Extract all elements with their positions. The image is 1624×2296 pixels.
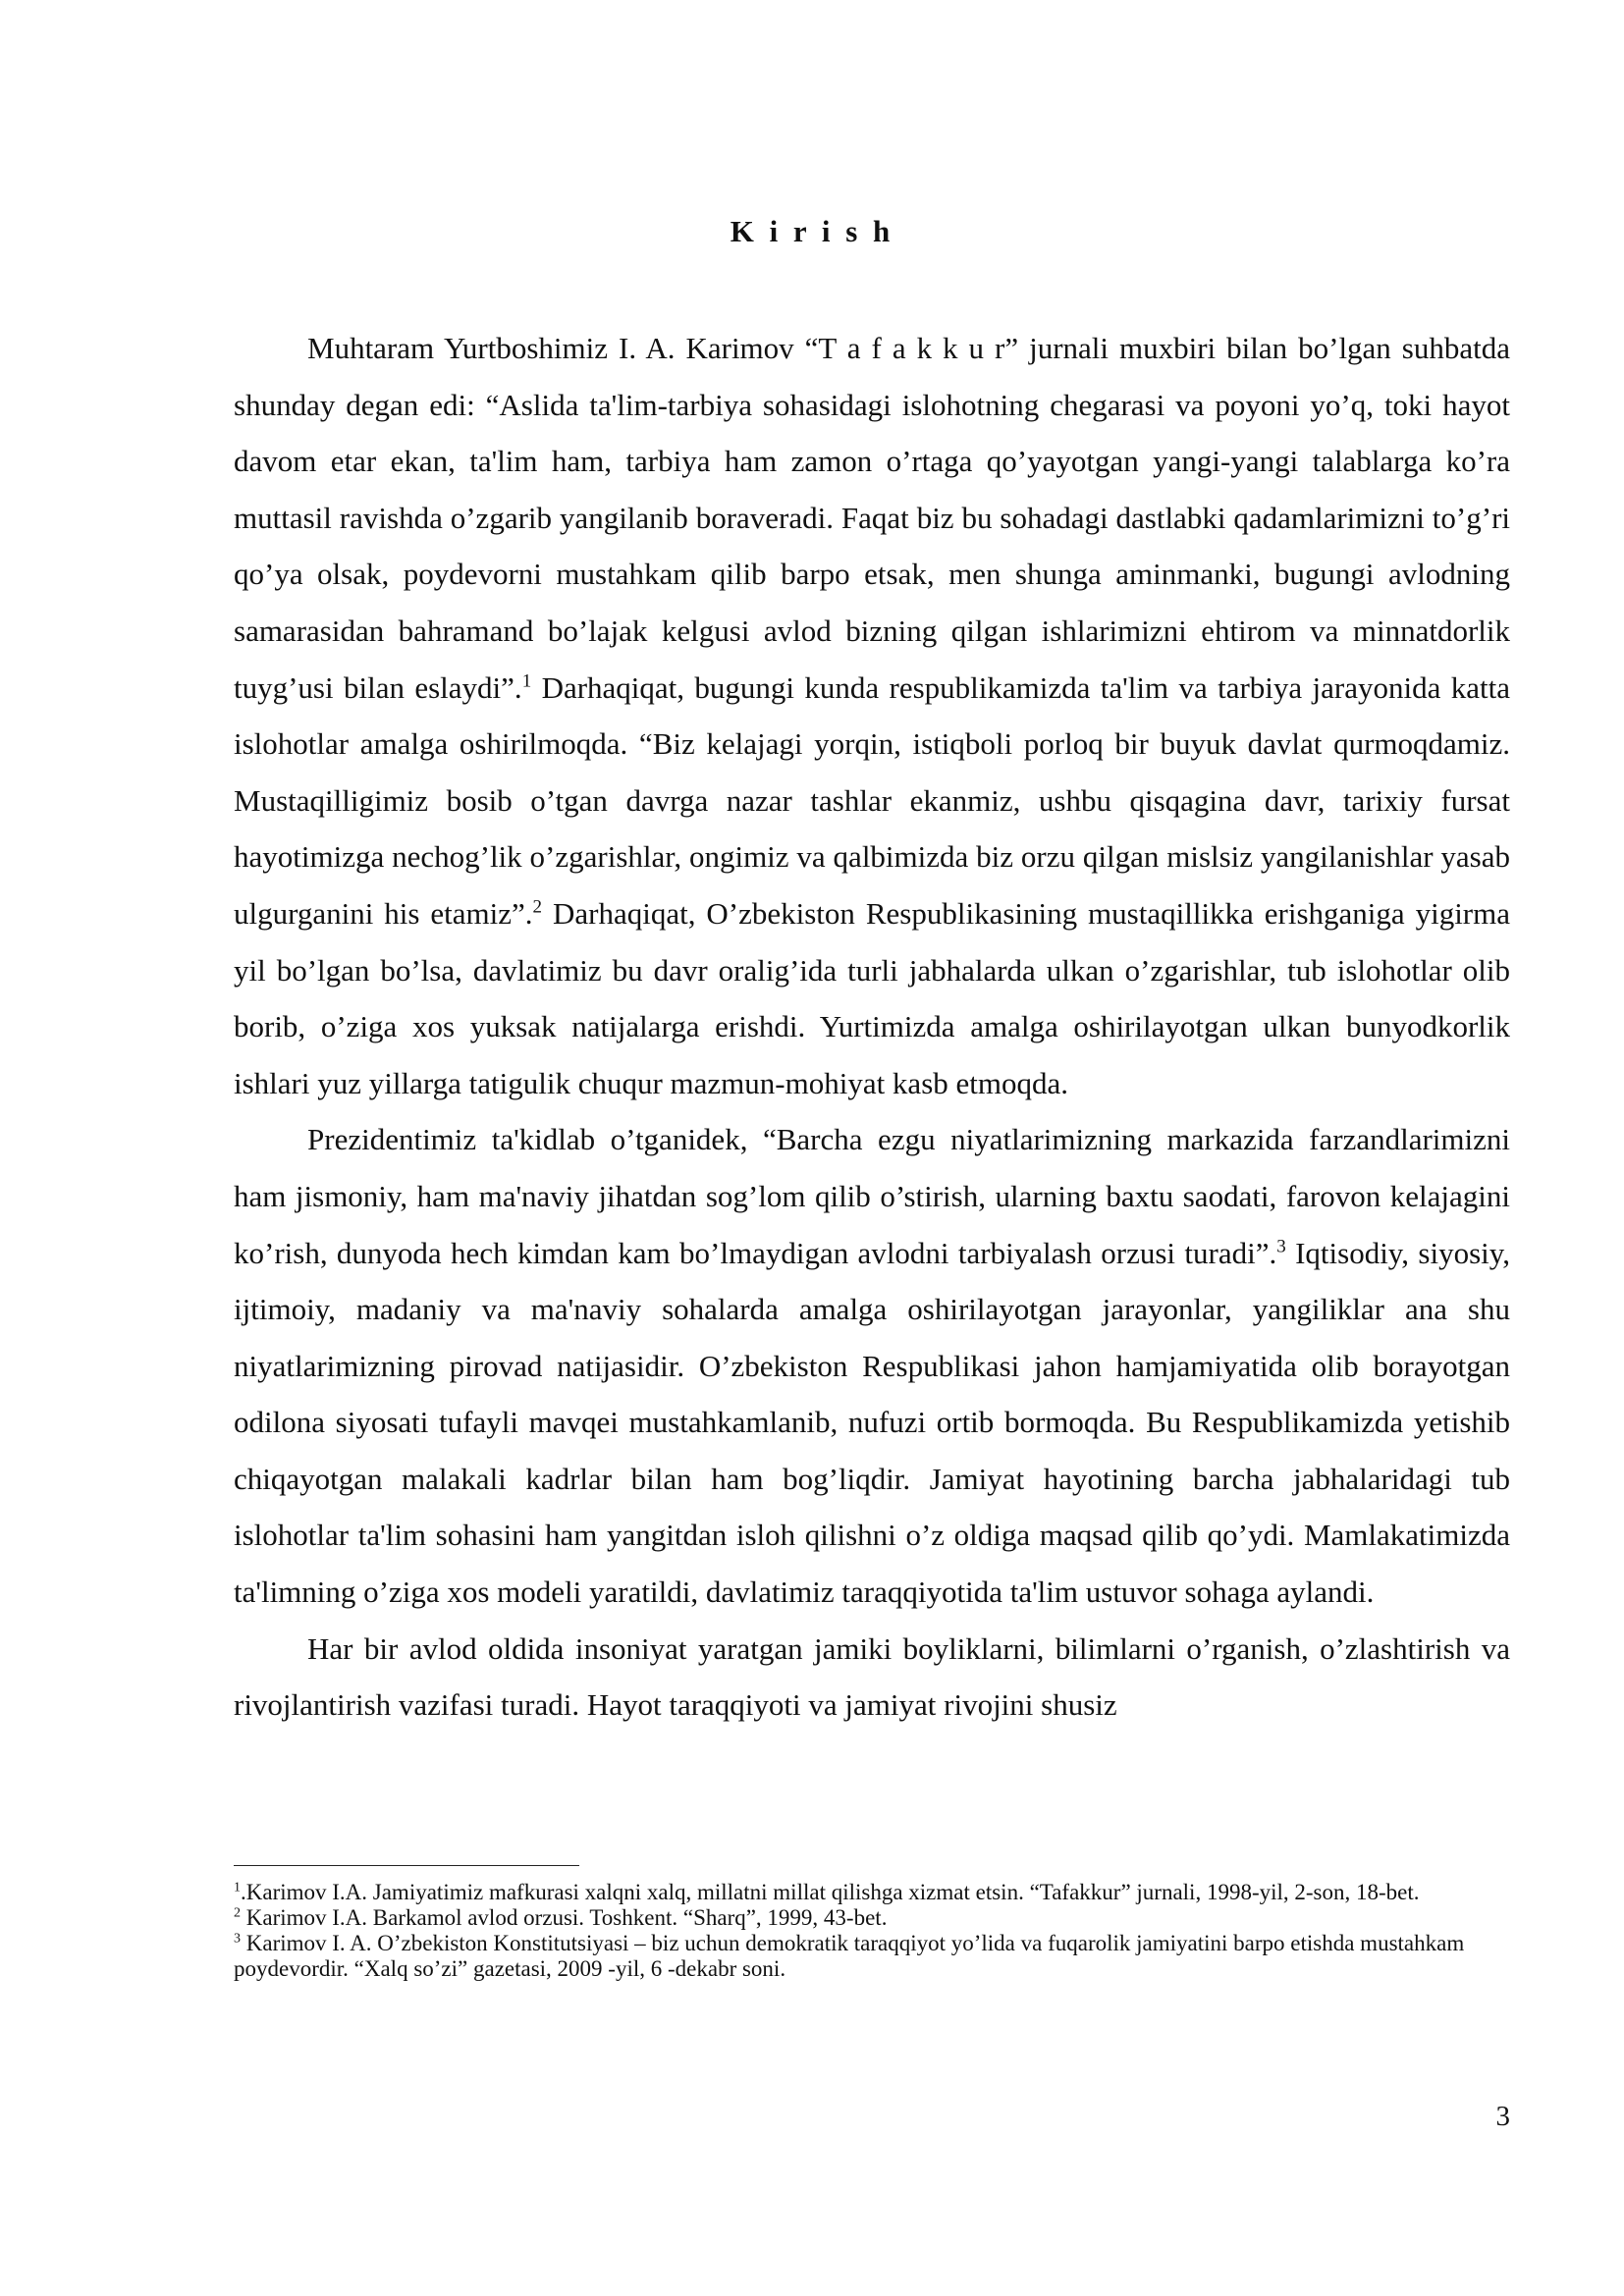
footnote-separator [234, 1865, 579, 1866]
footnote-3-text: Karimov I. A. O’zbekiston Konstitutsiyasi – biz uchun demokratik taraqqiyot yo’lida va fuqarolik jamiyatini barpo etishda mustahkam poydevordir. “Xalq so’zi” gazetasi, 2009 -yil, 6 -dekabr soni. [234, 1931, 1465, 1981]
footnote-mark-1: 1 [234, 1880, 241, 1896]
paragraph-1-text-2: Darhaqiqat, bugungi kunda respublikamizda ta'lim va tarbiya jarayonida katta islohotlar amalga oshirilmoqda. “Biz kelajagi yorqin, istiqboli porloq bir buyuk davlat qurmoqdamiz. Mustaqilligimiz bosib o’tgan davrga nazar tashlar ekanmiz, ushbu qisqagina davr, tarixiy fursat hayotimizga nechog’lik o’zgarishlar, ongimiz va qalbimizda biz orzu qilgan mislsiz yangilanishlar yasab ulgurganini his etamiz”. [234, 669, 1511, 931]
paragraph-2 [234, 1111, 1510, 1620]
page-title: K i r i s h [730, 214, 894, 248]
paragraph-3-text-1: Har bir avlod oldida insoniyat yaratgan jamiki boyliklarni, bilimlarni o’rganish, o’zlashtirish va rivojlantirish vazifasi turadi. Hayot taraqqiyoti va jamiyat rivojini shusiz [234, 1630, 1510, 1723]
footnote-ref-1: 1 [521, 670, 532, 692]
paragraph-2-text-2: Iqtisodiy, siyosiy, ijtimoiy, madaniy va ma'naviy sohalarda amalga oshirilayotgan jarayonlar, yangiliklar ana shu niyatlarimizning pirovad natijasidir. O’zbekiston Respublikasi jahon hamjamiyatida olib borayotgan odilona siyosati tufayli mavqei mustahkamlanib, nufuzi ortib bormoqda. Bu Respublikamizda yetishib chiqayotgan malakali kadrlar bilan ham bog’liqdir. Jamiyat hayotining barcha jabhalaridagi tub islohotlar ta'lim sohasini ham yangitdan isloh qilishni o’z oldiga maqsad qilib qo’ydi. Mamlakatimizda ta'limning o’ziga xos modeli yaratildi, davlatimiz taraqqiyotida ta'lim ustuvor sohaga aylandi. [234, 1235, 1510, 1610]
paragraph-3 [234, 1621, 1510, 1734]
footnote-1-text: .Karimov I.A. Jamiyatimiz mafkurasi xalqni xalq, millatni millat qilishga xizmat etsin. “Tafakkur” jurnali, 1998-yil, 2-son, 18-bet. [241, 1880, 1420, 1904]
paragraph-1-text-1: Muhtaram Yurtboshimiz I. A. Karimov “T a f a k k u r” jurnali muxbiri bilan bo’lgan suhbatda shunday degan edi: “Aslida ta'lim-tarbiya sohasidagi islohotning chegarasi va poyoni yo’q, toki hayot davom etar ekan, ta'lim ham, tarbiya ham zamon o’rtaga qo’yayotgan yangi-yangi talablarga ko’ra muttasil ravishda o’zgarib yangilanib boraveradi. Faqat biz bu sohadagi dastlabki qadamlarimizni to’g’ri qo’ya olsak, poydevorni mustahkam qilib barpo etsak, men shunga aminmanki, bugungi avlodning samarasidan bahramand bo’lajak kelgusi avlod bizning qilgan ishlarimizni ehtirom va minnatdorlik tuyg’usi bilan eslaydi”. [234, 331, 1510, 705]
footnote-3 [234, 1931, 1510, 1982]
body-text [234, 320, 1510, 1734]
footnote-2-text: Karimov I.A. Barkamol avlod orzusi. Toshkent. “Sharq”, 1999, 43-bet. [241, 1905, 888, 1930]
footnote-2 [234, 1905, 1510, 1931]
page-number: 3 [1495, 2101, 1510, 2132]
footnote-mark-3: 3 [234, 1931, 241, 1947]
footnote-ref-2: 2 [532, 896, 543, 918]
footnotes [234, 1880, 1510, 1982]
paragraph-1-text-3: Darhaqiqat, O’zbekiston Respublikasining mustaqillikka erishganiga yigirma yil bo’lgan bo’lsa, davlatimiz bu davr oralig’ida turli jabhalarda ulkan o’zgarishlar, tub islohotlar olib borib, o’ziga xos yuksak natijalarga erishdi. Yurtimizda amalga oshirilayotgan ulkan bunyodkorlik ishlari yuz yillarga tatigulik chuqur mazmun-mohiyat kasb etmoqda. [234, 895, 1510, 1100]
footnote-ref-3: 3 [1276, 1236, 1286, 1257]
paragraph-1 [234, 320, 1510, 1111]
paragraph-2-text-1: Prezidentimiz ta'kidlab o’tganidek, “Barcha ezgu niyatlarimizning markazida farzandlarimizni ham jismoniy, ham ma'naviy jihatdan sog’lom qilib o’stirish, ularning baxtu saodati, farovon kelajagini ko’rish, dunyoda hech kimdan kam bo’lmaydigan avlodni tarbiyalash orzusi turadi”. [234, 1122, 1510, 1270]
footnote-1 [234, 1880, 1510, 1905]
footnote-mark-2: 2 [234, 1905, 241, 1921]
